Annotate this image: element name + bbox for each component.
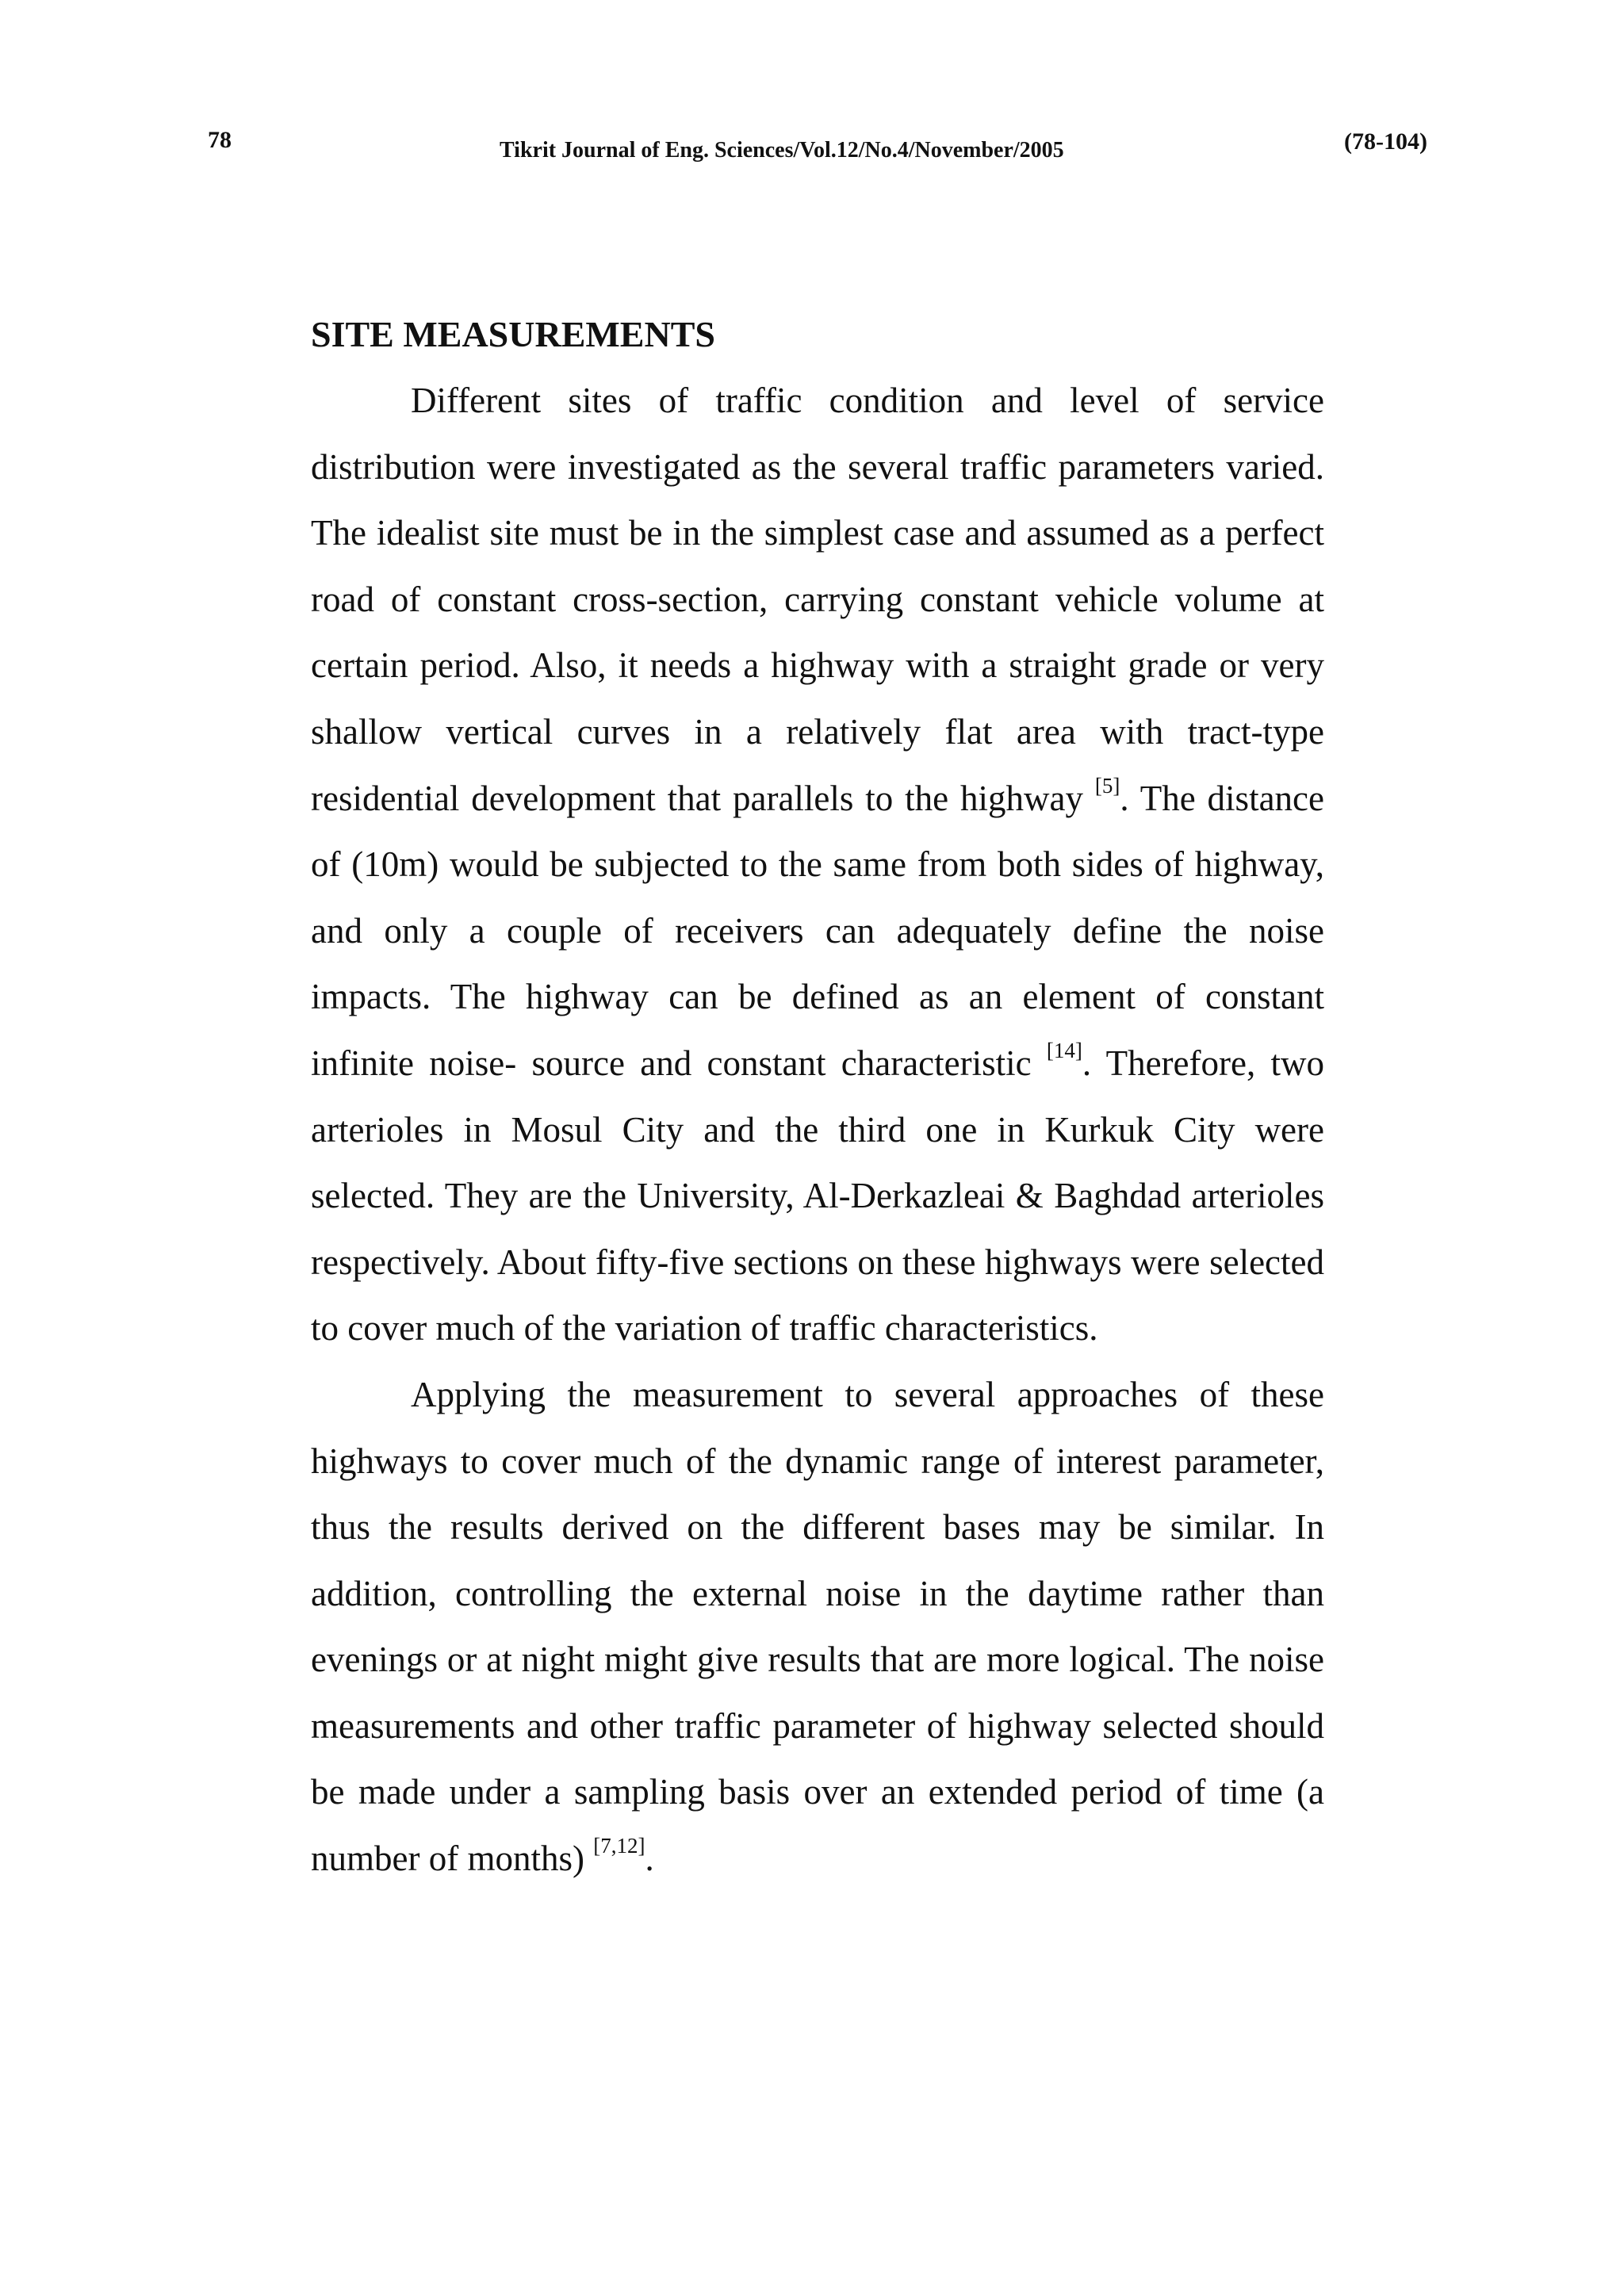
page-range: (78-104): [1344, 128, 1427, 155]
paragraph-1-text-b: . The distance of (10m) would be subjected to the same from both sides of highway, and only a couple of receivers can adequately define the noise impacts. The highway can be defined as an element of constant infinite noise- source and constant characteristic: [311, 778, 1324, 1083]
paragraph-2-text-b: .: [645, 1839, 654, 1879]
paragraph-1-text-c: . Therefore, two arterioles in Mosul City and the third one in Kurkuk City were selected. They are the University, Al-Derkazleai & Baghdad arterioles respectively. About fifty-five sections on these highways were selected to cover much of the variation of traffic characteristics.: [311, 1043, 1324, 1349]
section-heading: SITE MEASUREMENTS: [311, 314, 715, 354]
article-body: [311, 308, 1324, 1892]
paragraph-1: [311, 368, 1324, 1362]
citation-ref: [7,12]: [593, 1834, 645, 1858]
citation-ref: [14]: [1046, 1038, 1082, 1062]
page-header: [0, 127, 1624, 174]
journal-title: Tikrit Journal of Eng. Sciences/Vol.12/No.4/November/2005: [500, 138, 1064, 163]
paragraph-1-text-a: Different sites of traffic condition and level of service distribution were investigated as the several traffic parameters varied. The idealist site must be in the simplest case and assumed as a perfect road of constant cross-section, carrying constant vehicle volume at certain period. Also, it needs a highway with a straight grade or very shallow vertical curves in a relatively flat area with tract-type residential development that parallels to the highway: [311, 381, 1324, 818]
page-number: 78: [208, 127, 232, 153]
paragraph-2-text-a: Applying the measurement to several approaches of these highways to cover much of the dynamic range of interest parameter, thus the results derived on the different bases may be similar. In addition, controlling the external noise in the daytime rather than evenings or at night might give results that are more logical. The noise measurements and other traffic parameter of highway selected should be made under a sampling basis over an extended period of time (a number of months): [311, 1374, 1324, 1879]
paragraph-2: [311, 1362, 1324, 1892]
citation-ref: [5]: [1094, 773, 1120, 798]
